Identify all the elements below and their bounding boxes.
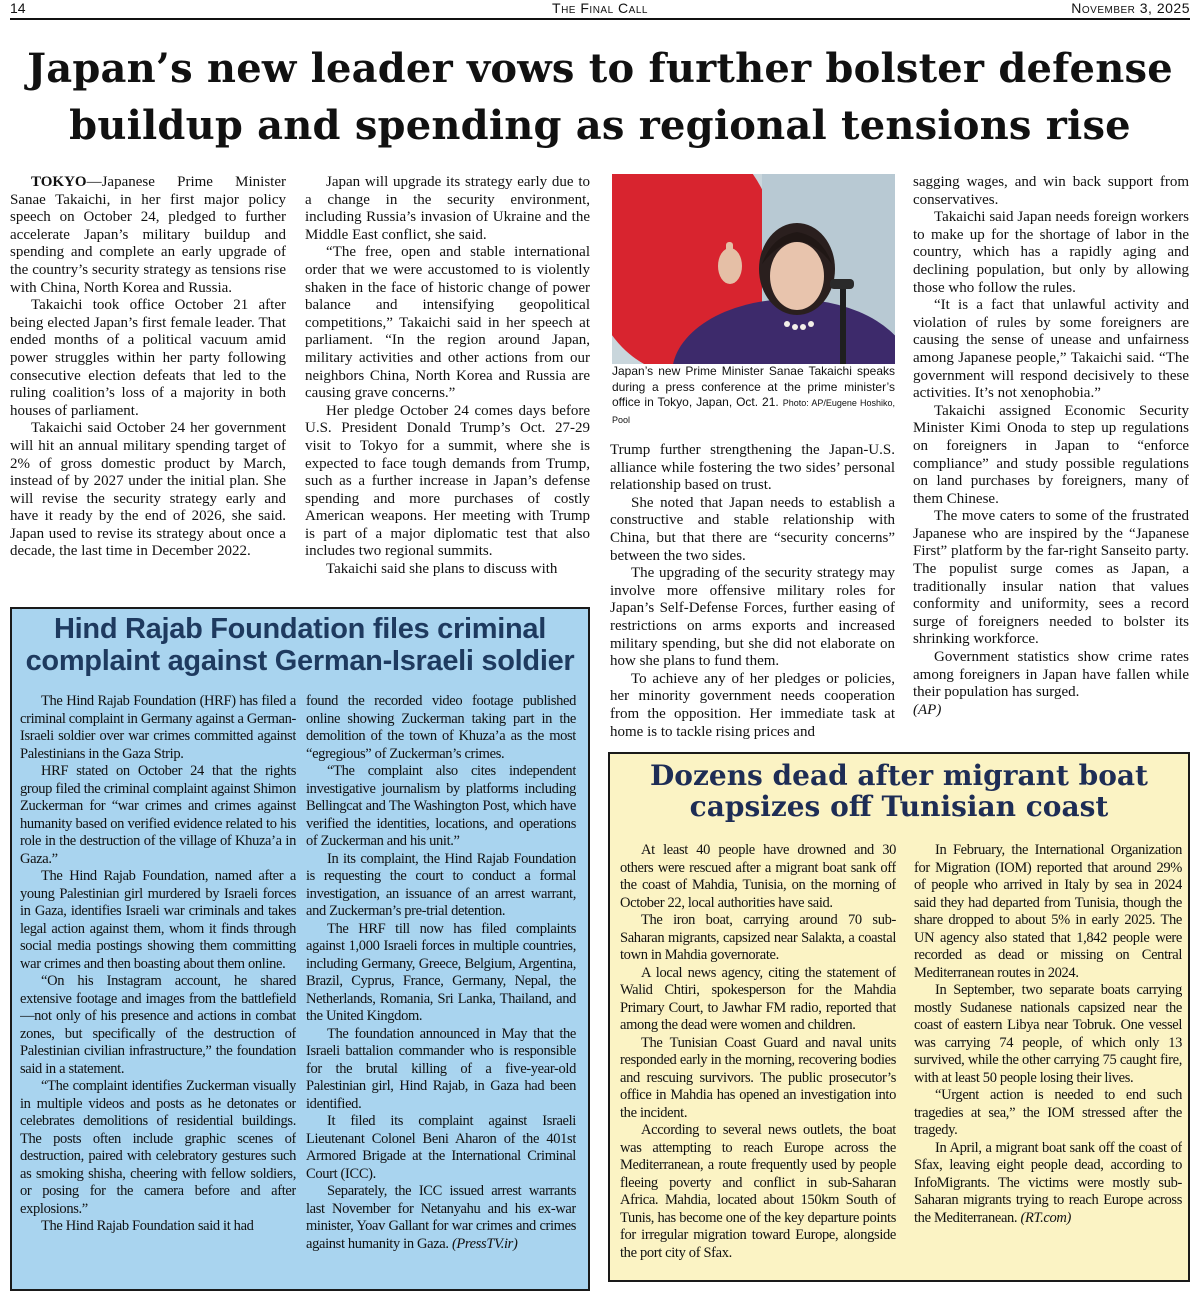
page-header	[10, 0, 1190, 20]
photo-caption: Japan’s new Prime Minister Sanae Takaichi speaks during a press conference at the prime minister’s office in Tokyo, Japan, Oct. 21. Photo: AP/Eugene Hoshiko, Pool	[612, 364, 895, 425]
paragraph: found the recorded video footage published online showing Zuckerman taking part in the demolition of the town of Khuza’a as the most “egregious” of Zuckerman’s crimes.	[306, 693, 576, 762]
paragraph: “The complaint identifies Zuckerman visually in multiple videos and posts as he detonates or celebrates demolitions of residential buildings. The posts often include graphic scenes of destruction, paired with celebratory gestures such as smoking shisha, cheering with fellow soldiers, or posing for the camera before and after explosions.”	[20, 1078, 296, 1217]
paragraph: Takaichi took office October 21 after being elected Japan’s first female leader. That ended months of a political vacuum amid power struggles within her party following consecutive election defeats that led to the ruling coalition’s loss of a majority in both houses of parliament.	[10, 297, 286, 419]
paragraph: She noted that Japan needs to establish a constructive and stable relationship with China, but that there are “security concerns” between the two sides.	[610, 494, 895, 564]
paragraph: In September, two separate boats carrying mostly Sudanese nationals capsized near the coast of eastern Libya near Tobruk. One vessel was carrying 74 people, of which only 13 survived, while the other carrying 75 caught fire, with at least 50 people losing their lives.	[914, 982, 1182, 1086]
issue-date: November 3, 2025	[1071, 0, 1190, 16]
paragraph: The move caters to some of the frustrated Japanese who are inspired by the “Japanese First” platform by the far-right Sanseito party. The populist surge comes as Japan, a traditionally insular nation that values conformity and uniformity, sees a record surge of foreigners needed to bolster its shrinking workforce.	[913, 508, 1189, 648]
publication-name: The Final Call	[552, 0, 648, 16]
paragraph: Takaichi assigned Economic Security Minister Kimi Onoda to step up regulations on foreigners in Japan to “enforce compliance” and study possible regulations on land purchases by foreigners, many of them Chinese.	[913, 402, 1189, 507]
main-article-col-1	[10, 174, 286, 606]
paragraph: HRF stated on October 24 that the rights group filed the criminal complaint against Shimon Zuckerman for “war crimes and crimes against humanity based on verified evidence related to his role in the destruction of the village of Khuza’a in Gaza.”	[20, 763, 296, 867]
article-source: (RT.com)	[1020, 1209, 1071, 1226]
migrant-headline: Dozens dead after migrant boat capsizes off Tunisian coast	[650, 759, 1148, 823]
main-article-col-4	[913, 174, 1189, 750]
photo-illustration	[612, 174, 895, 364]
paragraph: “On his Instagram account, he shared extensive footage and images from the battlefield—not only of his presence and actions in combat zones, but specifically of the destruction of Palestinian civilian infrastructure,” the foundation said in a statement.	[20, 973, 296, 1077]
paragraph: “It is a fact that unlawful activity and violation of rules by some foreigners are causing the sense of unease and unfairness among Japanese people,” Takaichi said. “The government will respond decisively to these activities. It’s not xenophobia.”	[913, 297, 1189, 402]
hrf-col-1	[20, 693, 296, 1279]
paragraph: “Urgent action is needed to end such tragedies at sea,” the IOM stressed after the tragedy.	[914, 1087, 1182, 1138]
paragraph: According to several news outlets, the boat was attempting to reach Europe across the Mediterranean, a route frequently used by people fleeing poverty and conflict in sub-Saharan Africa. Mahdia, located about 150km South of Tunis, has become one of the key departure points for irregular migration toward Europe, alongside the port city of Sfax.	[620, 1122, 896, 1261]
paragraph: It filed its complaint against Israeli Lieutenant Colonel Beni Aharon of the 401st Armored Brigade at the International Criminal Court (ICC).	[306, 1113, 576, 1182]
page-number: 14	[10, 0, 26, 16]
hrf-article-box	[10, 607, 590, 1291]
main-headline: Japan’s new leader vows to further bolster defense buildup and spending as regional tensions rise	[27, 45, 1173, 149]
main-article-col-3	[610, 442, 895, 750]
paragraph: Separately, the ICC issued arrest warrants last November for Netanyahu and his ex-war minister, Yoav Gallant for war crimes and crimes against humanity in Gaza. (PressTV.ir)	[306, 1183, 576, 1252]
paragraph: Takaichi said October 24 her government will hit an annual military spending target of 2% of gross domestic product by March, instead of by 2027 under the initial plan. She will revise the security strategy early and have it ready by the end of 2026, she said. Japan used to revise its strategy about once a decade, the last time in December 2022.	[10, 420, 286, 560]
paragraph: At least 40 people have drowned and 30 others were rescued after a migrant boat sank off the coast of Mahdia, Tunisia, on the morning of October 22, local authorities have said.	[620, 842, 896, 911]
paragraph: “The complaint also cites independent investigative journalism by platforms including Bellingcat and The Washington Post, which have verified the identities, locations, and operations of Zuckerman and his unit.”	[306, 763, 576, 849]
paragraph: Takaichi said she plans to discuss with	[326, 561, 558, 578]
paragraph: Government statistics show crime rates among foreigners in Japan have fallen while their population has surged.	[913, 649, 1189, 701]
paragraph: Japan will upgrade its strategy early due to a change in the security environment, including Russia’s invasion of Ukraine and the Middle East conflict, she said.	[305, 174, 590, 243]
paragraph: TOKYO—Japanese Prime Minister Sanae Takaichi, in her first major policy speech on October 24, pledged to further accelerate Japan’s military buildup and spending and complete an early upgrade of the country’s security strategy as tensions rise with China, North Korea and Russia.	[10, 174, 286, 296]
paragraph: The Hind Rajab Foundation, named after a young Palestinian girl murdered by Israeli forces in Gaza, identifies Israeli war criminals and takes legal action against them, whom it finds through social media postings showing them committing war crimes and then boasting about them online.	[20, 868, 296, 972]
paragraph: The Hind Rajab Foundation (HRF) has filed a criminal complaint in Germany against a German-Israeli soldier over war crimes committed against Palestinians in the Gaza Strip.	[20, 693, 296, 762]
paragraph: Takaichi said Japan needs foreign workers to make up for the shortage of labor in the country, which has a rapidly aging and declining population, but only by allowing those who follow the rules.	[913, 209, 1189, 296]
paragraph: Trump further strengthening the Japan-U.S. alliance while fostering the two sides’ personal relationship based on trust.	[610, 442, 895, 494]
paragraph: sagging wages, and win back support from conservatives.	[913, 174, 1189, 208]
article-source: (AP)	[913, 701, 942, 718]
article-source: (PressTV.ir)	[451, 1235, 518, 1252]
paragraph: The foundation announced in May that the Israeli battalion commander who is responsible for the brutal killing of a five-year-old Palestinian girl, Hind Rajab, in Gaza had been identified.	[306, 1025, 576, 1112]
paragraph: The upgrading of the security strategy may involve more offensive military roles for Japan’s Self-Defense Forces, further easing of restrictions on arms exports and increased military spending, but she did not elaborate on how she plans to fund them.	[610, 565, 895, 670]
photo-credit: Photo: AP/Eugene Hoshiko, Pool	[612, 398, 895, 425]
paragraph: The iron boat, carrying around 70 sub-Saharan migrants, capsized near Salakta, a coastal town in Mahdia governorate.	[620, 912, 896, 963]
takaichi-photo	[612, 174, 895, 364]
paragraph: In February, the International Organization for Migration (IOM) reported that around 29% of people who arrived in Italy by sea in 2024 said they had departed from Tunisia, though the share dropped to about 5% in early 2025. The UN agency also stated that 1,842 people were recorded as dead or missing on Central Mediterranean routes in 2024.	[914, 842, 1182, 981]
main-article-col-2	[305, 174, 590, 606]
paragraph: The Tunisian Coast Guard and naval units responded early in the morning, recovering bodies and rescuing survivors. The public prosecutor’s office in Mahdia has opened an investigation into the incident.	[620, 1034, 896, 1121]
paragraph: In April, a migrant boat sank off the coast of Sfax, leaving eight people dead, according to InfoMigrants. The victims were mostly sub-Saharan migrants trying to reach Europe across the Mediterranean. (RT.com)	[914, 1139, 1182, 1226]
paragraph: The Hind Rajab Foundation said it had	[41, 1218, 254, 1234]
dateline: TOKYO	[31, 174, 87, 190]
paragraph: “The free, open and stable international order that we were accustomed to is violently shaken in the face of historic change of power balance and intensifying geopolitical competitions,” Takaichi said in her speech at parliament. “In the region around Japan, military activities and other actions from our neighbors China, North Korea and Russia are causing grave concerns.”	[305, 244, 590, 402]
paragraph: The HRF till now has filed complaints against 1,000 Israeli forces in multiple countries, including Germany, Greece, Belgium, Argentina, Brazil, Cyprus, France, Germany, Nepal, the Netherlands, Romania, Sri Lanka, Thailand, and the United Kingdom.	[306, 920, 576, 1024]
migrant-col-1	[620, 842, 896, 1278]
migrant-article-box	[608, 752, 1190, 1282]
paragraph: Her pledge October 24 comes days before U.S. President Donald Trump’s Oct. 27-29 visit to Tokyo for a summit, where she is expected to face tough demands from Trump, such as a further increase in Japan’s defense spending and more purchases of costly American weapons. Her meeting with Trump is part of a major diplomatic test that also includes two regional summits.	[305, 402, 590, 560]
hrf-headline: Hind Rajab Foundation files criminal complaint against German-Israeli soldier	[25, 613, 575, 677]
hrf-col-2	[306, 693, 576, 1279]
paragraph: To achieve any of her pledges or policies, her minority government needs cooperation from the opposition. Her immediate task at home is to tackle rising prices and	[610, 670, 895, 740]
paragraph: In its complaint, the Hind Rajab Foundation is requesting the court to conduct a formal investigation, an issuance of an arrest warrant, and Zuckerman’s pre-trial detention.	[306, 850, 576, 919]
paragraph: A local news agency, citing the statement of Walid Chtiri, spokesperson for the Mahdia Primary Court, to Jawhar FM radio, reported that among the dead were women and children.	[620, 964, 896, 1033]
migrant-col-2	[914, 842, 1182, 1278]
